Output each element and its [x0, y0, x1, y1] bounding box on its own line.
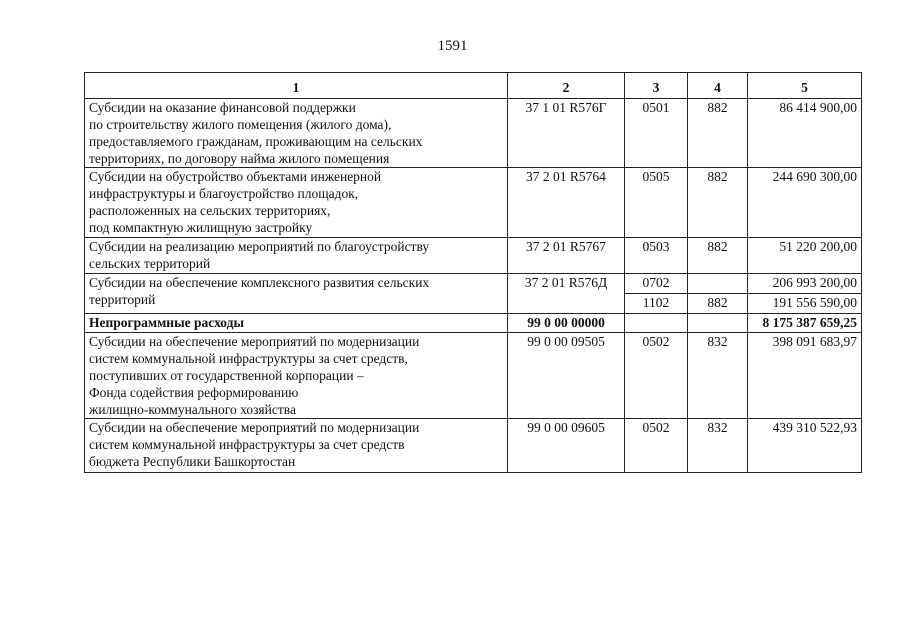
header-cell-section: 3 — [625, 73, 688, 99]
row-code: 37 2 01 R5764 — [508, 168, 625, 238]
row-name: Субсидии на реализацию мероприятий по благоустройству сельских территорий — [85, 238, 508, 274]
page-number: 1591 — [437, 38, 468, 54]
row-vr: 882 — [688, 238, 748, 274]
row-name: Субсидии на обеспечение комплексного развития сельских территорий — [85, 274, 508, 314]
row-code: 37 1 01 R576Г — [508, 99, 625, 168]
table-row — [85, 99, 862, 168]
row-amount: 51 220 200,00 — [748, 238, 862, 274]
row-name: Непрограммные расходы — [85, 314, 508, 333]
table-row — [85, 168, 862, 238]
header-cell-name: 1 — [85, 73, 508, 99]
row-section: 0503 — [625, 238, 688, 274]
table-row — [85, 419, 862, 473]
row-section: 0502 — [625, 333, 688, 419]
row-code: 99 0 00 09505 — [508, 333, 625, 419]
row-name: Субсидии на оказание финансовой поддержки по строительству жилого помещения (жилого дома), предоставляемого гражданам, проживающим на сельских территориях, по договору найма жилого помещения — [85, 99, 508, 168]
row-section: 0501 — [625, 99, 688, 168]
header-cell-amount: 5 — [748, 73, 862, 99]
budget-table — [84, 72, 862, 473]
row-amount: 439 310 522,93 — [748, 419, 862, 473]
row-vr: 882 — [688, 168, 748, 238]
row-vr: 832 — [688, 333, 748, 419]
row-vr: 832 — [688, 419, 748, 473]
header-cell-code: 2 — [508, 73, 625, 99]
row-amount: 398 091 683,97 — [748, 333, 862, 419]
row-section: 0502 — [625, 419, 688, 473]
row-name: Субсидии на обеспечение мероприятий по модернизации систем коммунальной инфраструктуры за счет средств бюджета Республики Башкортостан — [85, 419, 508, 473]
row-section: 0702 — [625, 274, 688, 294]
table-row — [85, 274, 862, 294]
row-amount: 244 690 300,00 — [748, 168, 862, 238]
row-name: Субсидии на обеспечение мероприятий по модернизации систем коммунальной инфраструктуры за счет средств, поступивших от государственной корпорации – Фонда содействия реформированию жилищно-коммунального хозяйства — [85, 333, 508, 419]
row-amount: 206 993 200,00 — [748, 274, 862, 294]
table-row — [85, 314, 862, 333]
table-header-row — [85, 73, 862, 99]
row-amount: 86 414 900,00 — [748, 99, 862, 168]
row-vr: 882 — [688, 99, 748, 168]
row-amount: 191 556 590,00 — [748, 294, 862, 314]
row-code: 99 0 00 00000 — [508, 314, 625, 333]
row-section: 1102 — [625, 294, 688, 314]
row-vr — [688, 274, 748, 294]
header-cell-vr: 4 — [688, 73, 748, 99]
row-amount: 8 175 387 659,25 — [748, 314, 862, 333]
row-section: 0505 — [625, 168, 688, 238]
row-code: 37 2 01 R5767 — [508, 238, 625, 274]
row-name: Субсидии на обустройство объектами инженерной инфраструктуры и благоустройство площадок, расположенных на сельских территориях, под компактную жилищную застройку — [85, 168, 508, 238]
row-code: 37 2 01 R576Д — [508, 274, 625, 314]
table-row — [85, 333, 862, 419]
row-vr: 882 — [688, 294, 748, 314]
row-code: 99 0 00 09605 — [508, 419, 625, 473]
table-row — [85, 238, 862, 274]
row-vr — [688, 314, 748, 333]
row-section — [625, 314, 688, 333]
